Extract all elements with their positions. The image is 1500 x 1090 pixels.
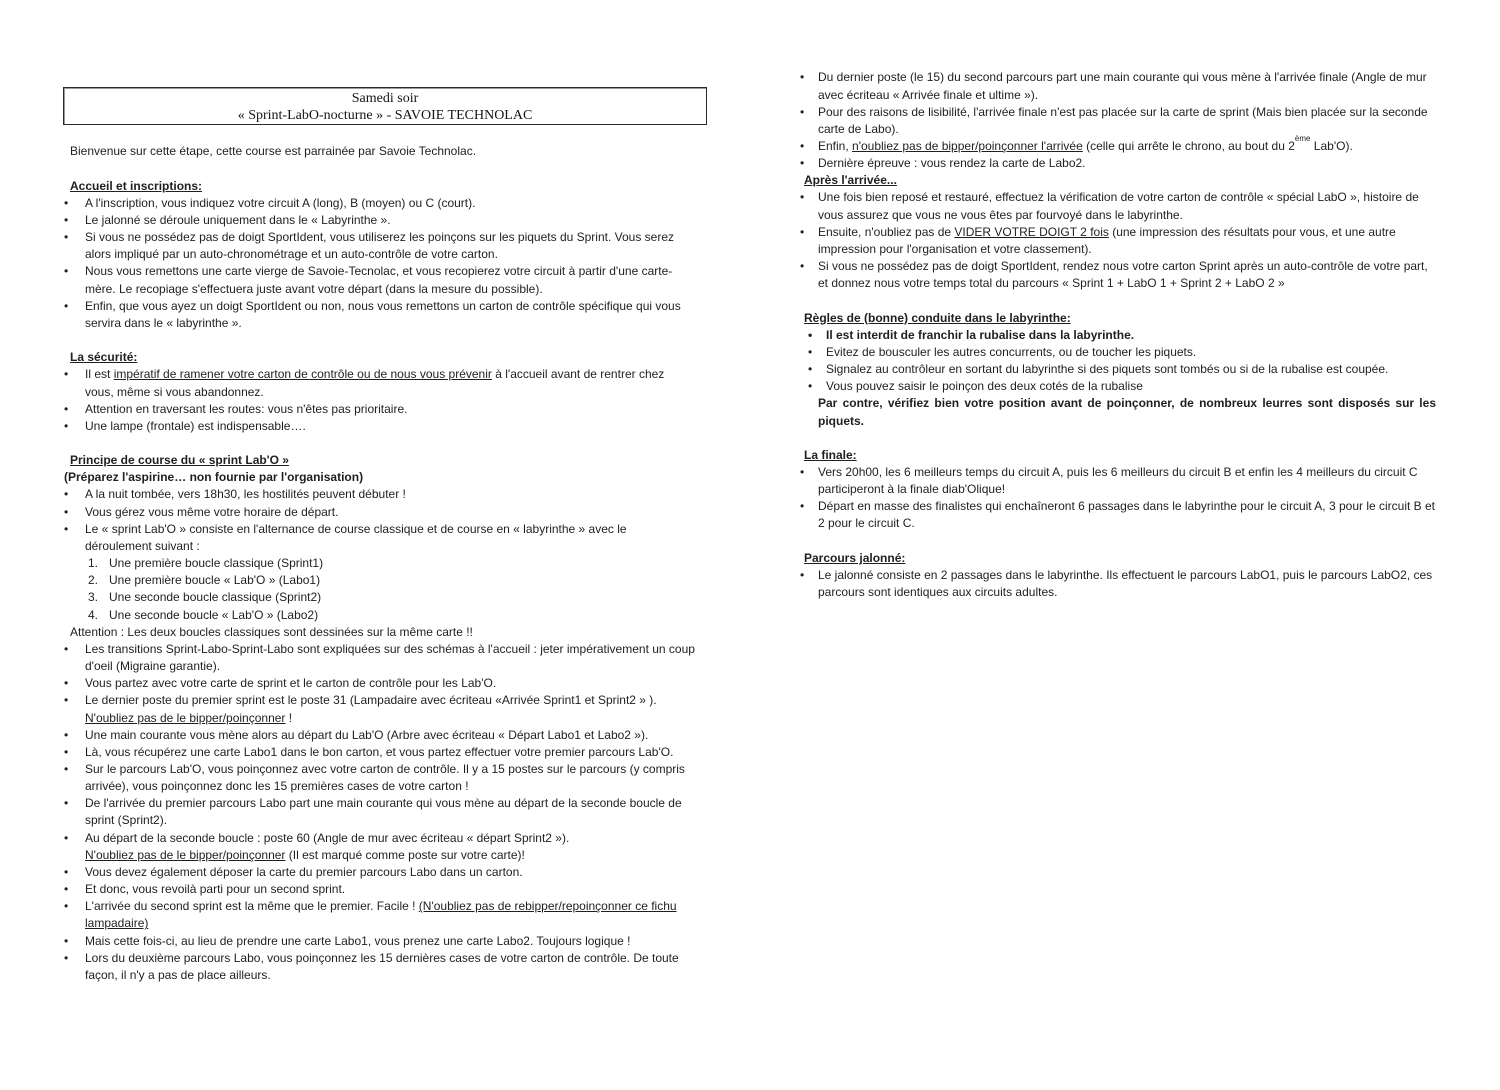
numbered-item: [64, 589, 696, 606]
list-item: • Sur le parcours Lab'O, vous poinçonnez avec votre carton de contrôle. Il y a 15 postes sur le parcours (y compris arrivée), vous poinçonnez donc les 15 premières cases de votre carton !: [64, 761, 696, 795]
section-heading: Après l'arrivée...: [804, 173, 897, 188]
list-item: • Signalez au contrôleur en sortant du labyrinthe si des piquets sont tombés ou si de la rubalise est coupée.: [808, 361, 1436, 378]
underlined-text: VIDER VOTRE DOIGT 2 fois: [954, 224, 1109, 239]
list-item: • Les transitions Sprint-Labo-Sprint-Labo sont expliquées sur des schémas à l'accueil : jeter impérativement un coup d'oeil (Migraine garantie).: [64, 641, 696, 675]
list-item: • Nous vous remettons une carte vierge de Savoie-Tecnolac, et vous recopierez votre circuit à partir d'une carte-mère. Le recopiage s'effectuera juste avant votre départ (dans la mesure du possible).: [64, 263, 696, 297]
underlined-text: impératif de ramener votre carton de contrôle ou de nous vous prévenir: [113, 367, 492, 382]
section-securite: [64, 349, 696, 435]
underlined-text: (N'oubliez pas de rebipper/repoinçonner ce fichu lampadaire): [85, 899, 677, 931]
item-text: Le dernier poste du premier sprint est le poste 31 (Lampadaire avec écriteau «Arrivée Sprint1 et Sprint2 » ).: [85, 693, 657, 708]
list-item: • Du dernier poste (le 15) du second parcours part une main courante qui vous mène à l'arrivée finale (Angle de mur avec écriteau « Arrivée finale et ultime »).: [800, 69, 1436, 103]
list-item: • Vous partez avec votre carte de sprint et le carton de contrôle pour les Lab'O.: [64, 675, 696, 692]
list-item: • Départ en masse des finalistes qui enchaîneront 6 passages dans le labyrinthe pour le circuit A, 3 pour le circuit B et 2 pour le circuit C.: [800, 498, 1436, 532]
list-item: • Vers 20h00, les 6 meilleurs temps du circuit A, puis les 6 meilleurs du circuit B et enfin les 4 meilleurs du circuit C participeront à la finale diab'Olique!: [800, 464, 1436, 498]
right-column: [800, 69, 1436, 601]
list-item: • Une lampe (frontale) est indispensable….: [64, 418, 696, 435]
item-text: Une seconde boucle classique (Sprint2): [109, 590, 322, 605]
numbered-item: [64, 572, 696, 589]
item-text: (une impression des résultats pour vous, et une autre impression pour l'organisation et votre classement).: [818, 224, 1396, 256]
list-item: • Lors du deuxième parcours Labo, vous poinçonnez les 15 dernières cases de votre carton de contrôle. De toute façon, il n'y a pas de place ailleurs.: [64, 950, 696, 984]
section-suite: [800, 69, 1436, 172]
list-item: • A la nuit tombée, vers 18h30, les hostilités peuvent débuter !: [64, 486, 696, 503]
item-text: Lab'O).: [1310, 139, 1353, 154]
list-item: • De l'arrivée du premier parcours Labo part une main courante qui vous mène au départ de la seconde boucle de sprint (Sprint2).: [64, 795, 696, 829]
list-item: [800, 224, 1436, 258]
list-item: • Il est interdit de franchir la rubalise dans la labyrinthe.: [808, 327, 1436, 344]
list-item: • Le « sprint Lab'O » consiste en l'alternance de course classique et de course en « labyrinthe » avec le déroulement suivant :: [64, 521, 696, 555]
bullet-list: [800, 464, 1436, 533]
list-item: • Si vous ne possédez pas de doigt SportIdent, vous utiliserez les poinçons sur les piquets du Sprint. Vous serez alors impliqué par un auto-chronométrage et un auto-contrôle de votre carton.: [64, 229, 696, 263]
list-item: • Pour des raisons de lisibilité, l'arrivée finale n'est pas placée sur la carte de sprint (Mais bien placée sur la seconde carte de Labo).: [800, 104, 1436, 138]
item-text: Une seconde boucle « Lab'O » (Labo2): [109, 607, 319, 622]
section-heading: Règles de (bonne) conduite dans le labyrinthe:: [804, 310, 1071, 325]
attention-note: Attention : Les deux boucles classiques sont dessinées sur la même carte !!: [70, 624, 473, 639]
left-column: [64, 143, 696, 984]
list-item: [64, 692, 696, 726]
section-jalonne: [800, 550, 1436, 601]
section-finale: [800, 447, 1436, 533]
underlined-text: N'oubliez pas de le bipper/poinçonner: [85, 847, 286, 862]
numbered-list: [64, 555, 696, 624]
bullet-list: [64, 486, 696, 555]
list-item: • Attention en traversant les routes: vous n'êtes pas prioritaire.: [64, 401, 696, 418]
section-heading: Parcours jalonné:: [804, 550, 906, 565]
item-number: 4.: [88, 607, 99, 622]
bullet-list: [800, 69, 1436, 172]
item-number: 3.: [88, 590, 99, 605]
item-number: 2.: [88, 573, 99, 588]
list-item: • Le jalonné consiste en 2 passages dans le labyrinthe. Ils effectuent le parcours LabO1, puis le parcours LabO2, ces parcours sont identiques aux circuits adultes.: [800, 567, 1436, 601]
list-item: [64, 366, 696, 400]
item-text: Une première boucle « Lab'O » (Labo1): [109, 573, 321, 588]
section-principe: [64, 452, 696, 984]
item-text: !: [285, 710, 293, 725]
list-item: • Une fois bien reposé et restauré, effectuez la vérification de votre carton de contrôle « spécial LabO », histoire de vous assurez que vous ne vous êtes par fourvoyé dans le labyrinthe.: [800, 189, 1436, 223]
list-item: • Vous pouvez saisir le poinçon des deux cotés de la rubalise: [808, 378, 1436, 395]
title-line-1: Samedi soir: [351, 91, 419, 106]
list-item: • Si vous ne possédez pas de doigt SportIdent, rendez nous votre carton Sprint après un auto-contrôle de votre part, et donnez nous votre temps total du parcours « Sprint 1 + LabO 1 + Sprint 2 + LabO 2 »: [800, 258, 1436, 292]
item-text: (Il est marqué comme poste sur votre carte)!: [285, 847, 525, 862]
underlined-text: N'oubliez pas de le bipper/poinçonner: [85, 710, 286, 725]
list-item: • Evitez de bousculer les autres concurrents, ou de toucher les piquets.: [808, 344, 1436, 361]
list-item: [64, 830, 696, 864]
list-item: • Et donc, vous revoilà parti pour un second sprint.: [64, 881, 696, 898]
item-text: Au départ de la seconde boucle : poste 60 (Angle de mur avec écriteau « départ Sprint2 »).: [85, 830, 570, 845]
item-text: à l'accueil avant de rentrer chez vous, même si vous abandonnez.: [85, 367, 665, 399]
bullet-list: [64, 641, 696, 984]
numbered-item: [64, 555, 696, 572]
list-item: • Une main courante vous mène alors au départ du Lab'O (Arbre avec écriteau « Départ Labo1 et Labo2 »).: [64, 727, 696, 744]
item-text: Il est: [85, 367, 114, 382]
item-text: L'arrivée du second sprint est la même que le premier. Facile !: [85, 899, 419, 914]
numbered-item: [64, 607, 696, 624]
list-item: • Mais cette fois-ci, au lieu de prendre une carte Labo1, vous prenez une carte Labo2. Toujours logique !: [64, 933, 696, 950]
item-number: 1.: [88, 556, 99, 571]
list-item: • Vous gérez vous même votre horaire de départ.: [64, 504, 696, 521]
title-line-2: « Sprint-LabO-nocturne » - SAVOIE TECHNOLAC: [237, 108, 533, 123]
list-item: • Le jalonné se déroule uniquement dans le « Labyrinthe ».: [64, 212, 696, 229]
ordinal-superscript: ème: [1294, 134, 1311, 144]
section-heading: La finale:: [804, 447, 857, 462]
section-accueil: [64, 178, 696, 332]
list-item: • Vous devez également déposer la carte du premier parcours Labo dans un carton.: [64, 864, 696, 881]
section-heading: Principe de course du « sprint Lab'O »: [70, 453, 289, 468]
rules-note: Par contre, vérifiez bien votre position avant de poinçonner, de nombreux leurres sont disposés sur les piquets.: [818, 396, 1436, 428]
list-item: [64, 898, 696, 932]
bullet-list: [808, 327, 1436, 396]
section-heading: Accueil et inscriptions:: [70, 178, 203, 193]
item-text: Ensuite, n'oubliez pas de: [818, 224, 955, 239]
bullet-list: [800, 567, 1436, 601]
item-text: Enfin,: [818, 139, 853, 154]
list-item: • A l'inscription, vous indiquez votre circuit A (long), B (moyen) ou C (court).: [64, 195, 696, 212]
section-heading: La sécurité:: [70, 350, 138, 365]
bullet-list: [64, 366, 696, 435]
item-text: (celle qui arrête le chrono, au bout du 2: [1082, 139, 1295, 154]
section-subheading: (Préparez l'aspirine… non fournie par l'organisation): [64, 470, 364, 485]
list-item: [800, 134, 1436, 155]
list-item: • Dernière épreuve : vous rendez la carte de Labo2.: [800, 155, 1436, 172]
list-item: • Enfin, que vous ayez un doigt SportIdent ou non, nous vous remettons un carton de contrôle spécifique qui vous servira dans le « labyrinthe ».: [64, 298, 696, 332]
item-text: Une première boucle classique (Sprint1): [109, 556, 324, 571]
bullet-list: [64, 195, 696, 332]
bullet-list: [800, 189, 1436, 292]
title-box: [63, 87, 707, 125]
intro-text: Bienvenue sur cette étape, cette course est parrainée par Savoie Technolac.: [70, 144, 477, 159]
section-apres: [800, 172, 1436, 292]
list-item: • Là, vous récupérez une carte Labo1 dans le bon carton, et vous partez effectuer votre premier parcours Lab'O.: [64, 744, 696, 761]
section-regles: [800, 310, 1436, 430]
underlined-text: n'oubliez pas de bipper/poinçonner l'arrivée: [852, 139, 1083, 154]
